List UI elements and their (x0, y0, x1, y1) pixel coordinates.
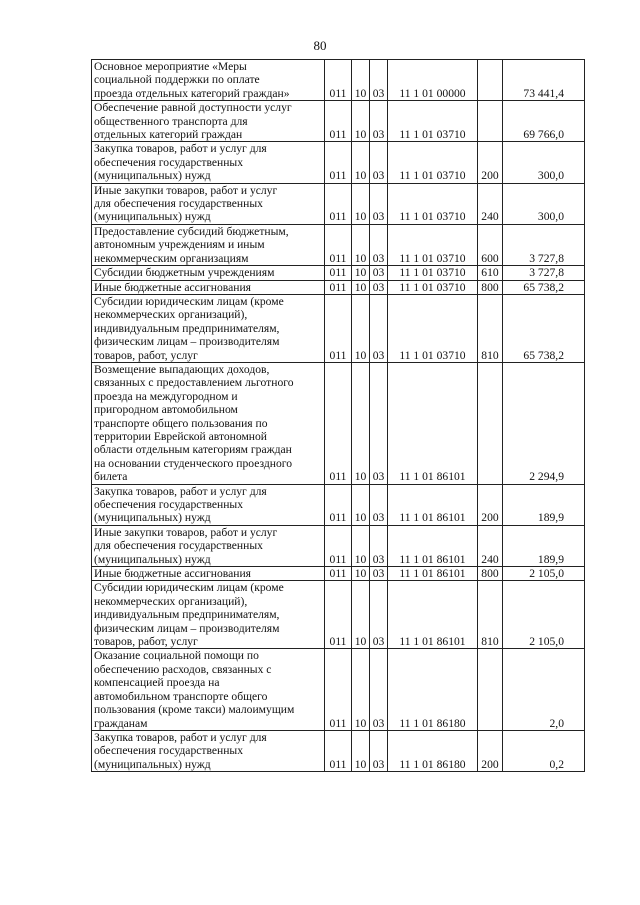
table-row (92, 224, 585, 265)
item-name-line: Основное мероприятие «Меры (94, 60, 247, 73)
amount-cell: 3 727,8 (503, 266, 585, 280)
program-code-cell: 11 1 01 03710 (388, 266, 478, 280)
expense-type-cell: 240 (478, 183, 503, 224)
item-name-line: (муниципальных) нужд (94, 511, 211, 525)
ministry-code-cell: 011 (325, 142, 352, 183)
expense-type-cell (478, 60, 503, 101)
ministry-code-cell: 011 (325, 649, 352, 730)
item-name-line: Возмещение выпадающих доходов, (94, 362, 270, 376)
program-code-cell: 11 1 01 86180 (388, 649, 478, 730)
item-name-cell (92, 266, 325, 280)
program-code-cell: 11 1 01 00000 (388, 60, 478, 101)
section-code-cell: 10 (352, 581, 370, 649)
expense-type-cell: 200 (478, 730, 503, 771)
item-name-line: Субсидии юридическим лицам (кроме (94, 581, 284, 595)
program-code-cell: 11 1 01 03710 (388, 294, 478, 362)
item-name-line: территории Еврейской автономной (94, 429, 267, 443)
page-number: 80 (313, 38, 327, 53)
item-name-line: Закупка товаров, работ и услуг для (94, 730, 267, 744)
item-name-line: некоммерческим организациям (94, 251, 249, 265)
amount-cell: 0,2 (503, 730, 585, 771)
item-name-line: Обеспечение равной доступности услуг (94, 101, 292, 115)
subsection-code-cell: 03 (370, 567, 388, 581)
table-row (92, 581, 585, 649)
section-code-cell: 10 (352, 101, 370, 142)
item-name-cell (92, 101, 325, 142)
item-name-cell (92, 294, 325, 362)
item-name-line: Закупка товаров, работ и услуг для (94, 484, 267, 498)
ministry-code-cell: 011 (325, 224, 352, 265)
item-name-line: товаров, работ, услуг (94, 348, 198, 362)
budget-table-body (92, 60, 585, 772)
item-name-line: (муниципальных) нужд (94, 757, 211, 771)
amount-cell: 300,0 (503, 142, 585, 183)
item-name-cell (92, 183, 325, 224)
expense-type-cell: 200 (478, 142, 503, 183)
ministry-code-cell: 011 (325, 525, 352, 566)
item-name-line: Оказание социальной помощи по (94, 649, 259, 663)
subsection-code-cell: 03 (370, 224, 388, 265)
item-name-line: некоммерческих организаций), (94, 594, 248, 608)
expense-type-cell: 600 (478, 224, 503, 265)
program-code-cell: 11 1 01 86101 (388, 362, 478, 484)
item-name-line: Предоставление субсидий бюджетным, (94, 224, 289, 238)
subsection-code-cell: 03 (370, 60, 388, 101)
amount-cell: 69 766,0 (503, 101, 585, 142)
subsection-code-cell: 03 (370, 142, 388, 183)
expense-type-cell: 810 (478, 294, 503, 362)
item-name-cell (92, 280, 325, 294)
amount-cell: 2,0 (503, 649, 585, 730)
item-name-line: социальной поддержки по оплате (94, 73, 260, 87)
subsection-code-cell: 03 (370, 280, 388, 294)
item-name-line: компенсацией проезда на (94, 676, 220, 690)
ministry-code-cell: 011 (325, 183, 352, 224)
item-name-line: Иные закупки товаров, работ и услуг (94, 183, 278, 197)
table-row (92, 280, 585, 294)
section-code-cell: 10 (352, 484, 370, 525)
item-name-line: (муниципальных) нужд (94, 210, 211, 224)
item-name-line: пригородном автомобильном (94, 403, 238, 417)
amount-cell: 2 105,0 (503, 567, 585, 581)
section-code-cell: 10 (352, 362, 370, 484)
subsection-code-cell: 03 (370, 266, 388, 280)
ministry-code-cell: 011 (325, 362, 352, 484)
item-name-line: пользования (кроме такси) малоимущим (94, 703, 295, 717)
item-name-line: физическим лицам – производителям (94, 335, 280, 349)
subsection-code-cell: 03 (370, 484, 388, 525)
amount-cell: 2 105,0 (503, 581, 585, 649)
item-name-line: проезда на междугородном и (94, 389, 238, 403)
item-name-line: для обеспечения государственных (94, 197, 263, 211)
item-name-line: обеспечения государственных (94, 155, 244, 169)
program-code-cell: 11 1 01 03710 (388, 224, 478, 265)
item-name-line: товаров, работ, услуг (94, 635, 198, 649)
item-name-line: Субсидии юридическим лицам (кроме (94, 294, 284, 308)
table-row (92, 294, 585, 362)
table-row (92, 567, 585, 581)
ministry-code-cell: 011 (325, 101, 352, 142)
item-name-line: области отдельным категориям граждан (94, 443, 292, 457)
program-code-cell: 11 1 01 86180 (388, 730, 478, 771)
expense-type-cell (478, 649, 503, 730)
item-name-line: Субсидии бюджетным учреждениям (94, 266, 275, 280)
table-row (92, 525, 585, 566)
program-code-cell: 11 1 01 86101 (388, 581, 478, 649)
ministry-code-cell: 011 (325, 730, 352, 771)
item-name-line: обеспечению расходов, связанных с (94, 662, 272, 676)
section-code-cell: 10 (352, 730, 370, 771)
expense-type-cell: 240 (478, 525, 503, 566)
table-row (92, 183, 585, 224)
item-name-line: Иные бюджетные ассигнования (94, 280, 251, 294)
item-name-line: транспорте общего пользования по (94, 416, 268, 430)
subsection-code-cell: 03 (370, 581, 388, 649)
item-name-line: связанных с предоставлением льготного (94, 376, 294, 390)
item-name-line: общественного транспорта для (94, 114, 248, 128)
item-name-line: (муниципальных) нужд (94, 169, 211, 183)
item-name-line: отдельных категорий граждан (94, 128, 243, 142)
table-row (92, 101, 585, 142)
section-code-cell: 10 (352, 266, 370, 280)
item-name-line: индивидуальным предпринимателям, (94, 321, 280, 335)
item-name-line: для обеспечения государственных (94, 539, 263, 553)
subsection-code-cell: 03 (370, 730, 388, 771)
subsection-code-cell: 03 (370, 525, 388, 566)
budget-table (91, 59, 585, 772)
table-row (92, 649, 585, 730)
item-name-cell (92, 525, 325, 566)
section-code-cell: 10 (352, 649, 370, 730)
program-code-cell: 11 1 01 03710 (388, 142, 478, 183)
item-name-line: физическим лицам – производителям (94, 621, 280, 635)
amount-cell: 189,9 (503, 525, 585, 566)
item-name-line: Иные закупки товаров, работ и услуг (94, 525, 278, 539)
item-name-cell (92, 60, 325, 101)
item-name-line: обеспечения государственных (94, 744, 244, 758)
section-code-cell: 10 (352, 142, 370, 183)
item-name-cell (92, 649, 325, 730)
section-code-cell: 10 (352, 525, 370, 566)
table-row (92, 60, 585, 101)
section-code-cell: 10 (352, 183, 370, 224)
ministry-code-cell: 011 (325, 266, 352, 280)
table-row (92, 362, 585, 484)
amount-cell: 3 727,8 (503, 224, 585, 265)
item-name-line: обеспечения государственных (94, 498, 244, 511)
item-name-line: на основании студенческого проездного (94, 456, 293, 470)
section-code-cell: 10 (352, 280, 370, 294)
item-name-line: индивидуальным предпринимателям, (94, 608, 280, 622)
expense-type-cell: 800 (478, 567, 503, 581)
expense-type-cell (478, 101, 503, 142)
subsection-code-cell: 03 (370, 101, 388, 142)
item-name-line: билета (94, 470, 128, 484)
item-name-line: Иные бюджетные ассигнования (94, 567, 251, 581)
program-code-cell: 11 1 01 03710 (388, 280, 478, 294)
item-name-cell (92, 362, 325, 484)
amount-cell: 189,9 (503, 484, 585, 525)
item-name-cell (92, 730, 325, 771)
table-row (92, 142, 585, 183)
table-row (92, 266, 585, 280)
item-name-line: (муниципальных) нужд (94, 552, 211, 566)
amount-cell: 65 738,2 (503, 294, 585, 362)
ministry-code-cell: 011 (325, 60, 352, 101)
program-code-cell: 11 1 01 86101 (388, 525, 478, 566)
table-row (92, 484, 585, 525)
item-name-line: некоммерческих организаций), (94, 308, 248, 322)
ministry-code-cell: 011 (325, 581, 352, 649)
amount-cell: 2 294,9 (503, 362, 585, 484)
item-name-line: автомобильном транспорте общего (94, 689, 268, 703)
section-code-cell: 10 (352, 60, 370, 101)
expense-type-cell: 800 (478, 280, 503, 294)
program-code-cell: 11 1 01 03710 (388, 101, 478, 142)
ministry-code-cell: 011 (325, 280, 352, 294)
item-name-line: автономным учреждениям и иным (94, 238, 265, 252)
expense-type-cell: 610 (478, 266, 503, 280)
item-name-line: гражданам (94, 716, 148, 730)
item-name-line: проезда отдельных категорий граждан» (94, 86, 290, 100)
ministry-code-cell: 011 (325, 294, 352, 362)
section-code-cell: 10 (352, 567, 370, 581)
item-name-cell (92, 581, 325, 649)
program-code-cell: 11 1 01 86101 (388, 567, 478, 581)
item-name-line: Закупка товаров, работ и услуг для (94, 142, 267, 156)
subsection-code-cell: 03 (370, 649, 388, 730)
amount-cell: 300,0 (503, 183, 585, 224)
program-code-cell: 11 1 01 03710 (388, 183, 478, 224)
section-code-cell: 10 (352, 224, 370, 265)
table-row (92, 730, 585, 771)
subsection-code-cell: 03 (370, 362, 388, 484)
expense-type-cell: 200 (478, 484, 503, 525)
expense-type-cell (478, 362, 503, 484)
ministry-code-cell: 011 (325, 484, 352, 525)
item-name-cell (92, 224, 325, 265)
ministry-code-cell: 011 (325, 567, 352, 581)
program-code-cell: 11 1 01 86101 (388, 484, 478, 525)
section-code-cell: 10 (352, 294, 370, 362)
item-name-cell (92, 484, 325, 525)
subsection-code-cell: 03 (370, 294, 388, 362)
expense-type-cell: 810 (478, 581, 503, 649)
item-name-cell (92, 567, 325, 581)
amount-cell: 65 738,2 (503, 280, 585, 294)
subsection-code-cell: 03 (370, 183, 388, 224)
amount-cell: 73 441,4 (503, 60, 585, 101)
item-name-cell (92, 142, 325, 183)
